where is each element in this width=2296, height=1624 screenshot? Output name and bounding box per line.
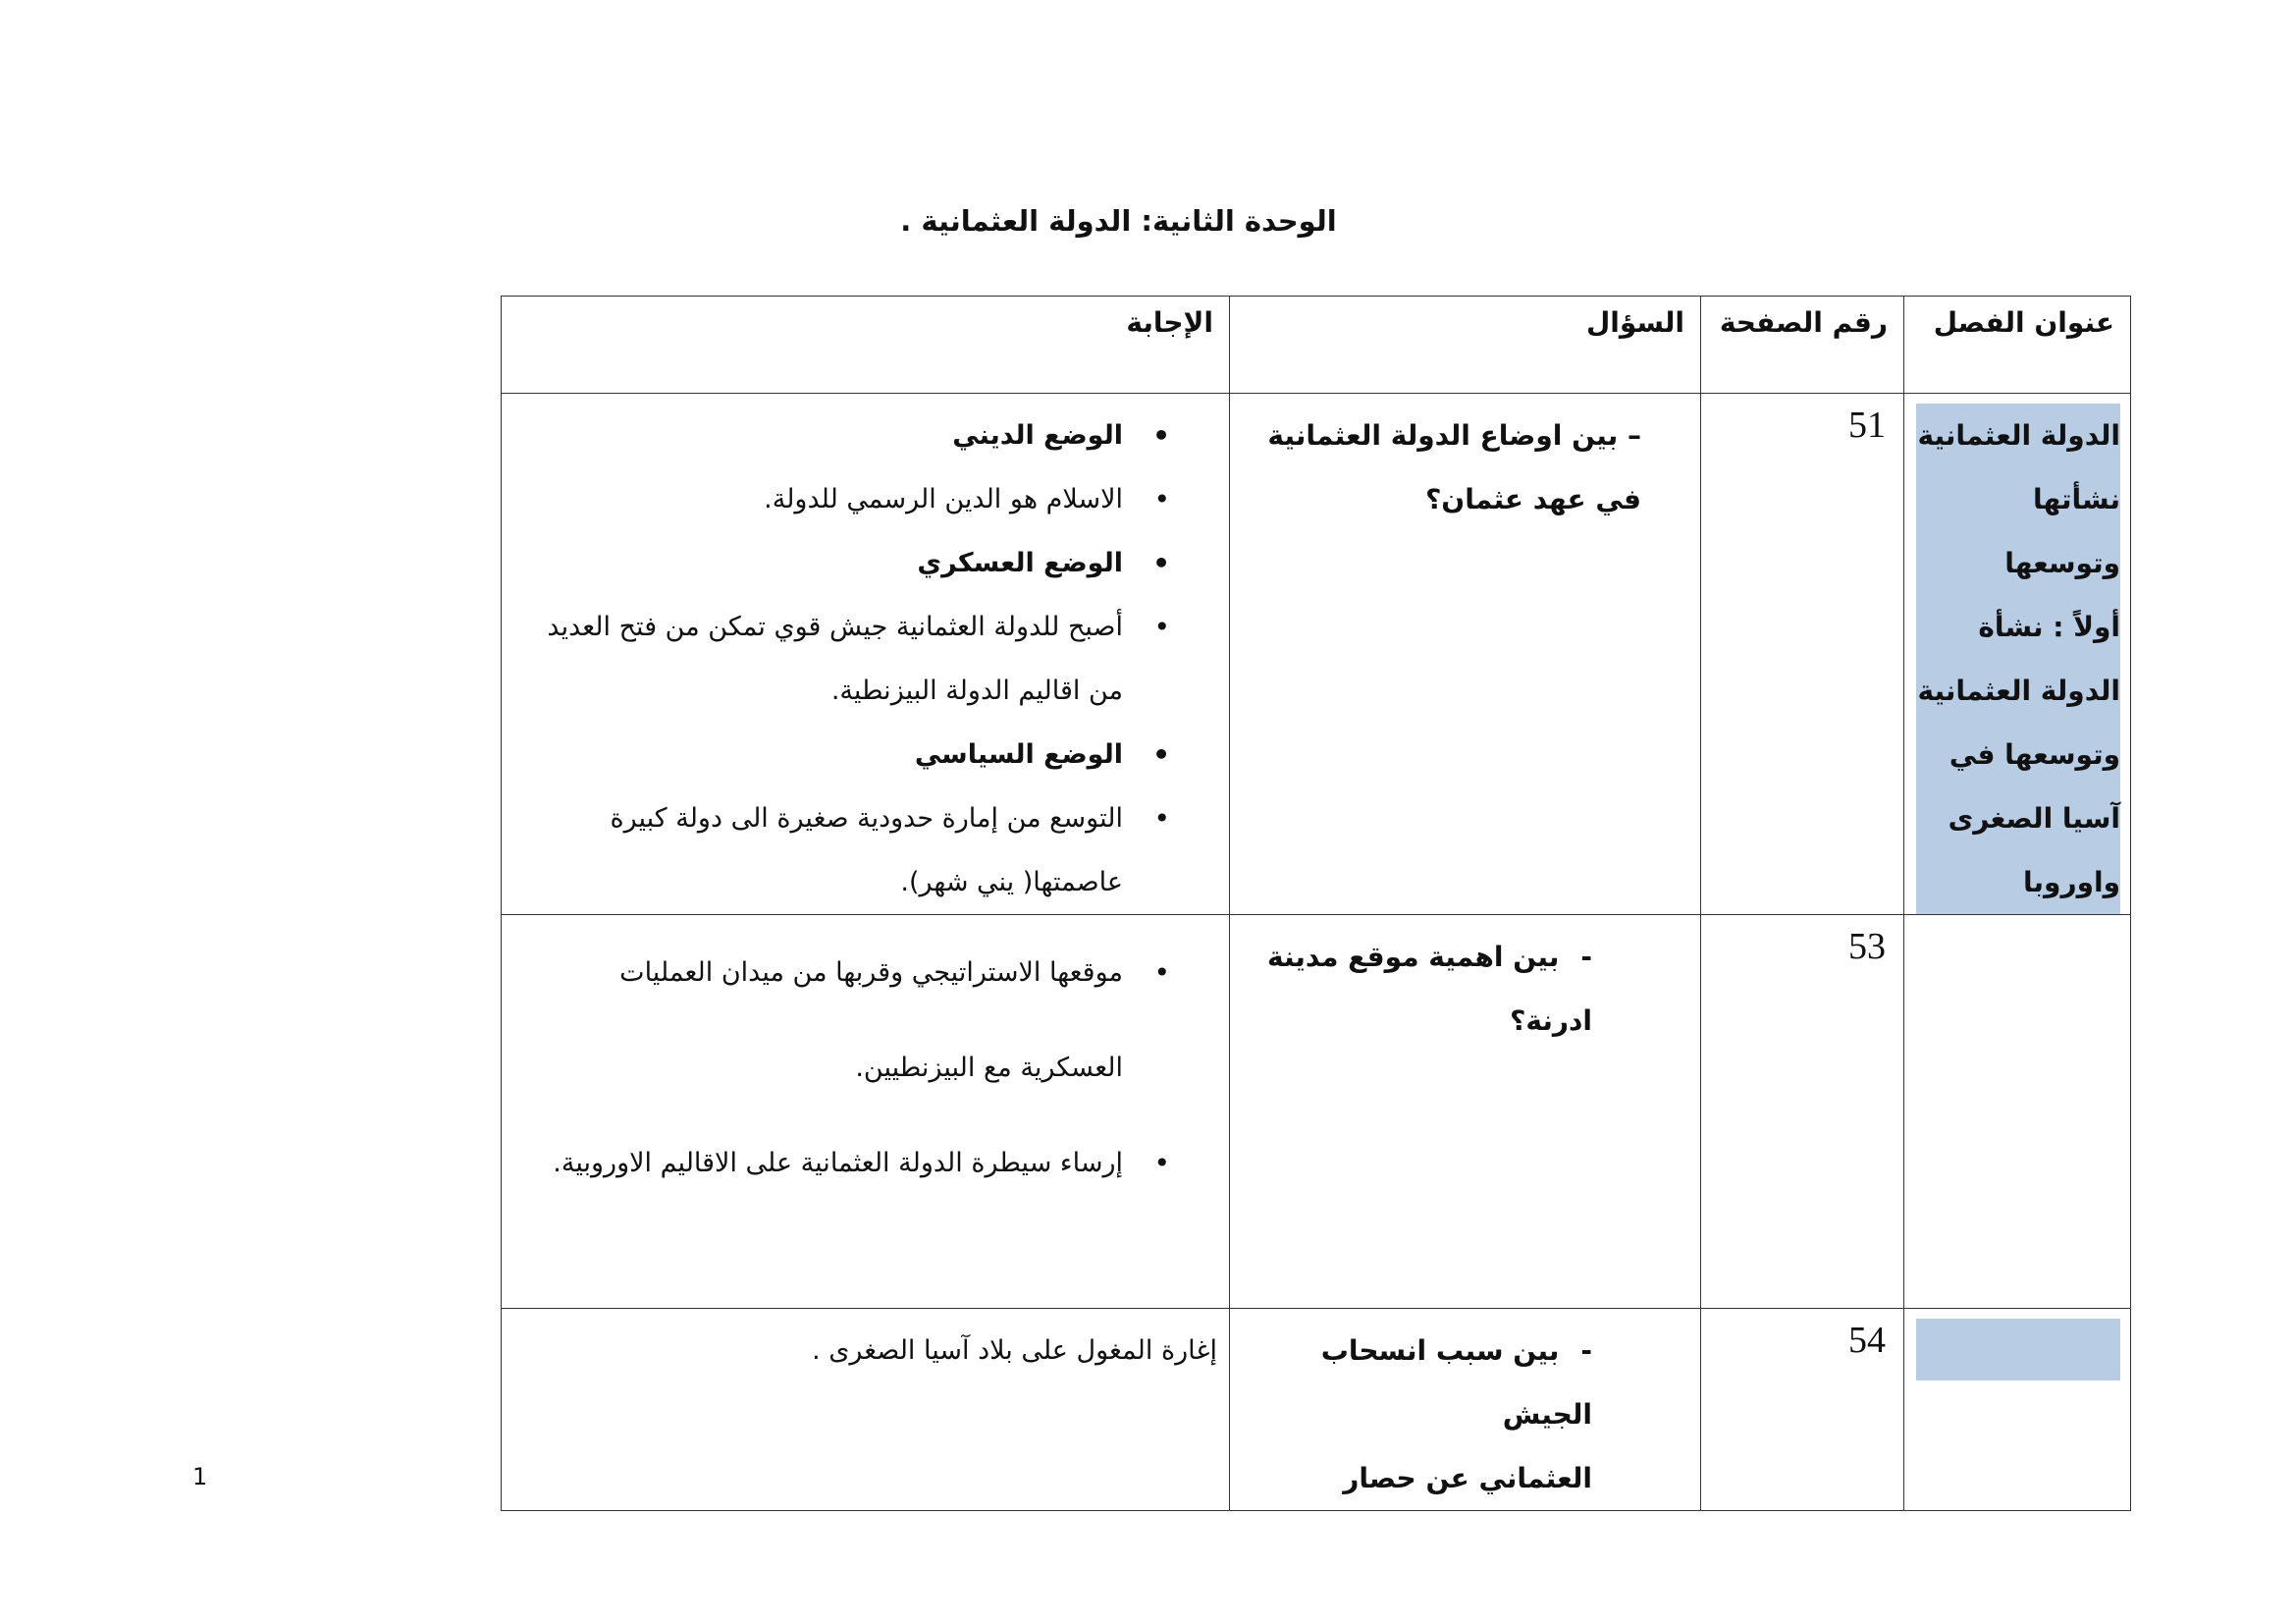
dash-marker: - xyxy=(1580,941,1592,973)
unit-table xyxy=(501,296,2131,1511)
chapter-cell xyxy=(1904,394,2131,915)
page-number: 1 xyxy=(192,1463,208,1490)
answer-item: • الوضع السياسي xyxy=(511,723,1170,786)
header-answer: الإجابة xyxy=(502,297,1230,394)
header-chapter: عنوان الفصل xyxy=(1904,297,2131,394)
answer-item: • الوضع العسكري xyxy=(511,531,1170,595)
chapter-cell xyxy=(1904,915,2131,1309)
table-row xyxy=(502,1309,2131,1511)
chapter-highlight xyxy=(1916,1319,2120,1380)
answer-list xyxy=(511,404,1170,914)
page-number-cell: 54 xyxy=(1701,1309,1904,1511)
answer-item: • موقعها الاستراتيجي وقربها من ميدان العمليات العسكرية مع البيزنطيين. xyxy=(511,925,1170,1115)
answer-text: إغارة المغول على بلاد آسيا الصغرى . xyxy=(812,1335,1217,1366)
answer-item: • الاسلام هو الدين الرسمي للدولة. xyxy=(511,467,1170,531)
dash-marker: - xyxy=(1580,1334,1592,1367)
question-cell: -بين سبب انسحاب الجيش العثماني عن حصار xyxy=(1230,1309,1701,1511)
table-header-row xyxy=(502,297,2131,394)
header-page: رقم الصفحة xyxy=(1701,297,1904,394)
question-cell: – بين اوضاع الدولة العثمانية في عهد عثمان؟ xyxy=(1230,394,1701,915)
table-row xyxy=(502,394,2131,915)
question-cell: -بين اهمية موقع مدينة ادرنة؟ xyxy=(1230,915,1701,1309)
page-number-cell: 51 xyxy=(1701,394,1904,915)
page-number-cell: 53 xyxy=(1701,915,1904,1309)
chapter-title: الدولة العثمانية نشأتها وتوسعها أولاً : نشأة الدولة العثمانية وتوسعها في آسيا الصغرى واوروبا xyxy=(1916,404,2120,914)
chapter-cell xyxy=(1904,1309,2131,1511)
answer-item: • إرساء سيطرة الدولة العثمانية على الاقاليم الاوروبية. xyxy=(511,1115,1170,1211)
header-question: السؤال xyxy=(1230,297,1701,394)
page-title: الوحدة الثانية: الدولة العثمانية . xyxy=(900,204,1337,238)
answer-item: • أصبح للدولة العثمانية جيش قوي تمكن من فتح العديد من اقاليم الدولة البيزنطية. xyxy=(511,595,1170,723)
answer-list xyxy=(511,925,1170,1211)
answer-cell xyxy=(502,394,1230,915)
answer-cell xyxy=(502,915,1230,1309)
table-row xyxy=(502,915,2131,1309)
answer-cell xyxy=(502,1309,1230,1511)
answer-item: • التوسع من إمارة حدودية صغيرة الى دولة كبيرة عاصمتها( يني شهر). xyxy=(511,786,1170,914)
answer-item: • الوضع الديني xyxy=(511,404,1170,467)
